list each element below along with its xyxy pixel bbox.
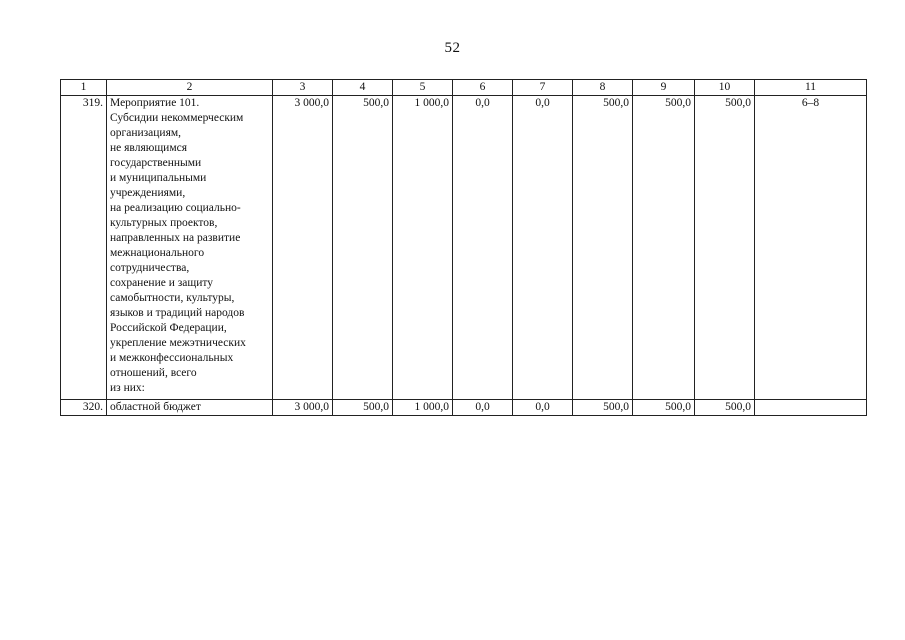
column-header: 6 [453, 80, 513, 96]
column-header: 5 [393, 80, 453, 96]
column-header: 2 [107, 80, 273, 96]
column-header: 1 [61, 80, 107, 96]
row-value: 500,0 [333, 96, 393, 400]
column-header: 4 [333, 80, 393, 96]
column-header: 3 [273, 80, 333, 96]
row-value: 0,0 [513, 96, 573, 400]
column-header: 8 [573, 80, 633, 96]
row-note: 6–8 [755, 96, 867, 400]
row-value: 500,0 [695, 96, 755, 400]
row-value: 3 000,0 [273, 96, 333, 400]
row-name: Мероприятие 101. Субсидии некоммерческим организациям, не являющимся государственными и муниципальными учреждениями, на реализацию социально- культурных проектов, направленных на развитие межнационального сотрудничества, сохранение и защиту самобытности, культуры, языков и традиций народов Российской Федерации, укрепление межэтнических и межконфессиональных отношений, всего из них: [107, 96, 273, 400]
row-value: 500,0 [333, 400, 393, 416]
column-header: 9 [633, 80, 695, 96]
row-number: 319. [61, 96, 107, 400]
column-header: 11 [755, 80, 867, 96]
column-header: 7 [513, 80, 573, 96]
row-value: 500,0 [573, 96, 633, 400]
row-number: 320. [61, 400, 107, 416]
row-value: 1 000,0 [393, 96, 453, 400]
row-value: 500,0 [695, 400, 755, 416]
budget-table [60, 79, 867, 416]
row-value: 3 000,0 [273, 400, 333, 416]
page-number: 52 [444, 40, 461, 56]
row-value: 0,0 [453, 400, 513, 416]
table-row [61, 96, 867, 400]
row-value: 500,0 [633, 400, 695, 416]
table-header-row [61, 80, 867, 96]
row-value: 0,0 [513, 400, 573, 416]
row-value: 1 000,0 [393, 400, 453, 416]
table-row [61, 400, 867, 416]
row-name: областной бюджет [107, 400, 273, 416]
row-value: 0,0 [453, 96, 513, 400]
row-note [755, 400, 867, 416]
row-value: 500,0 [573, 400, 633, 416]
column-header: 10 [695, 80, 755, 96]
row-value: 500,0 [633, 96, 695, 400]
